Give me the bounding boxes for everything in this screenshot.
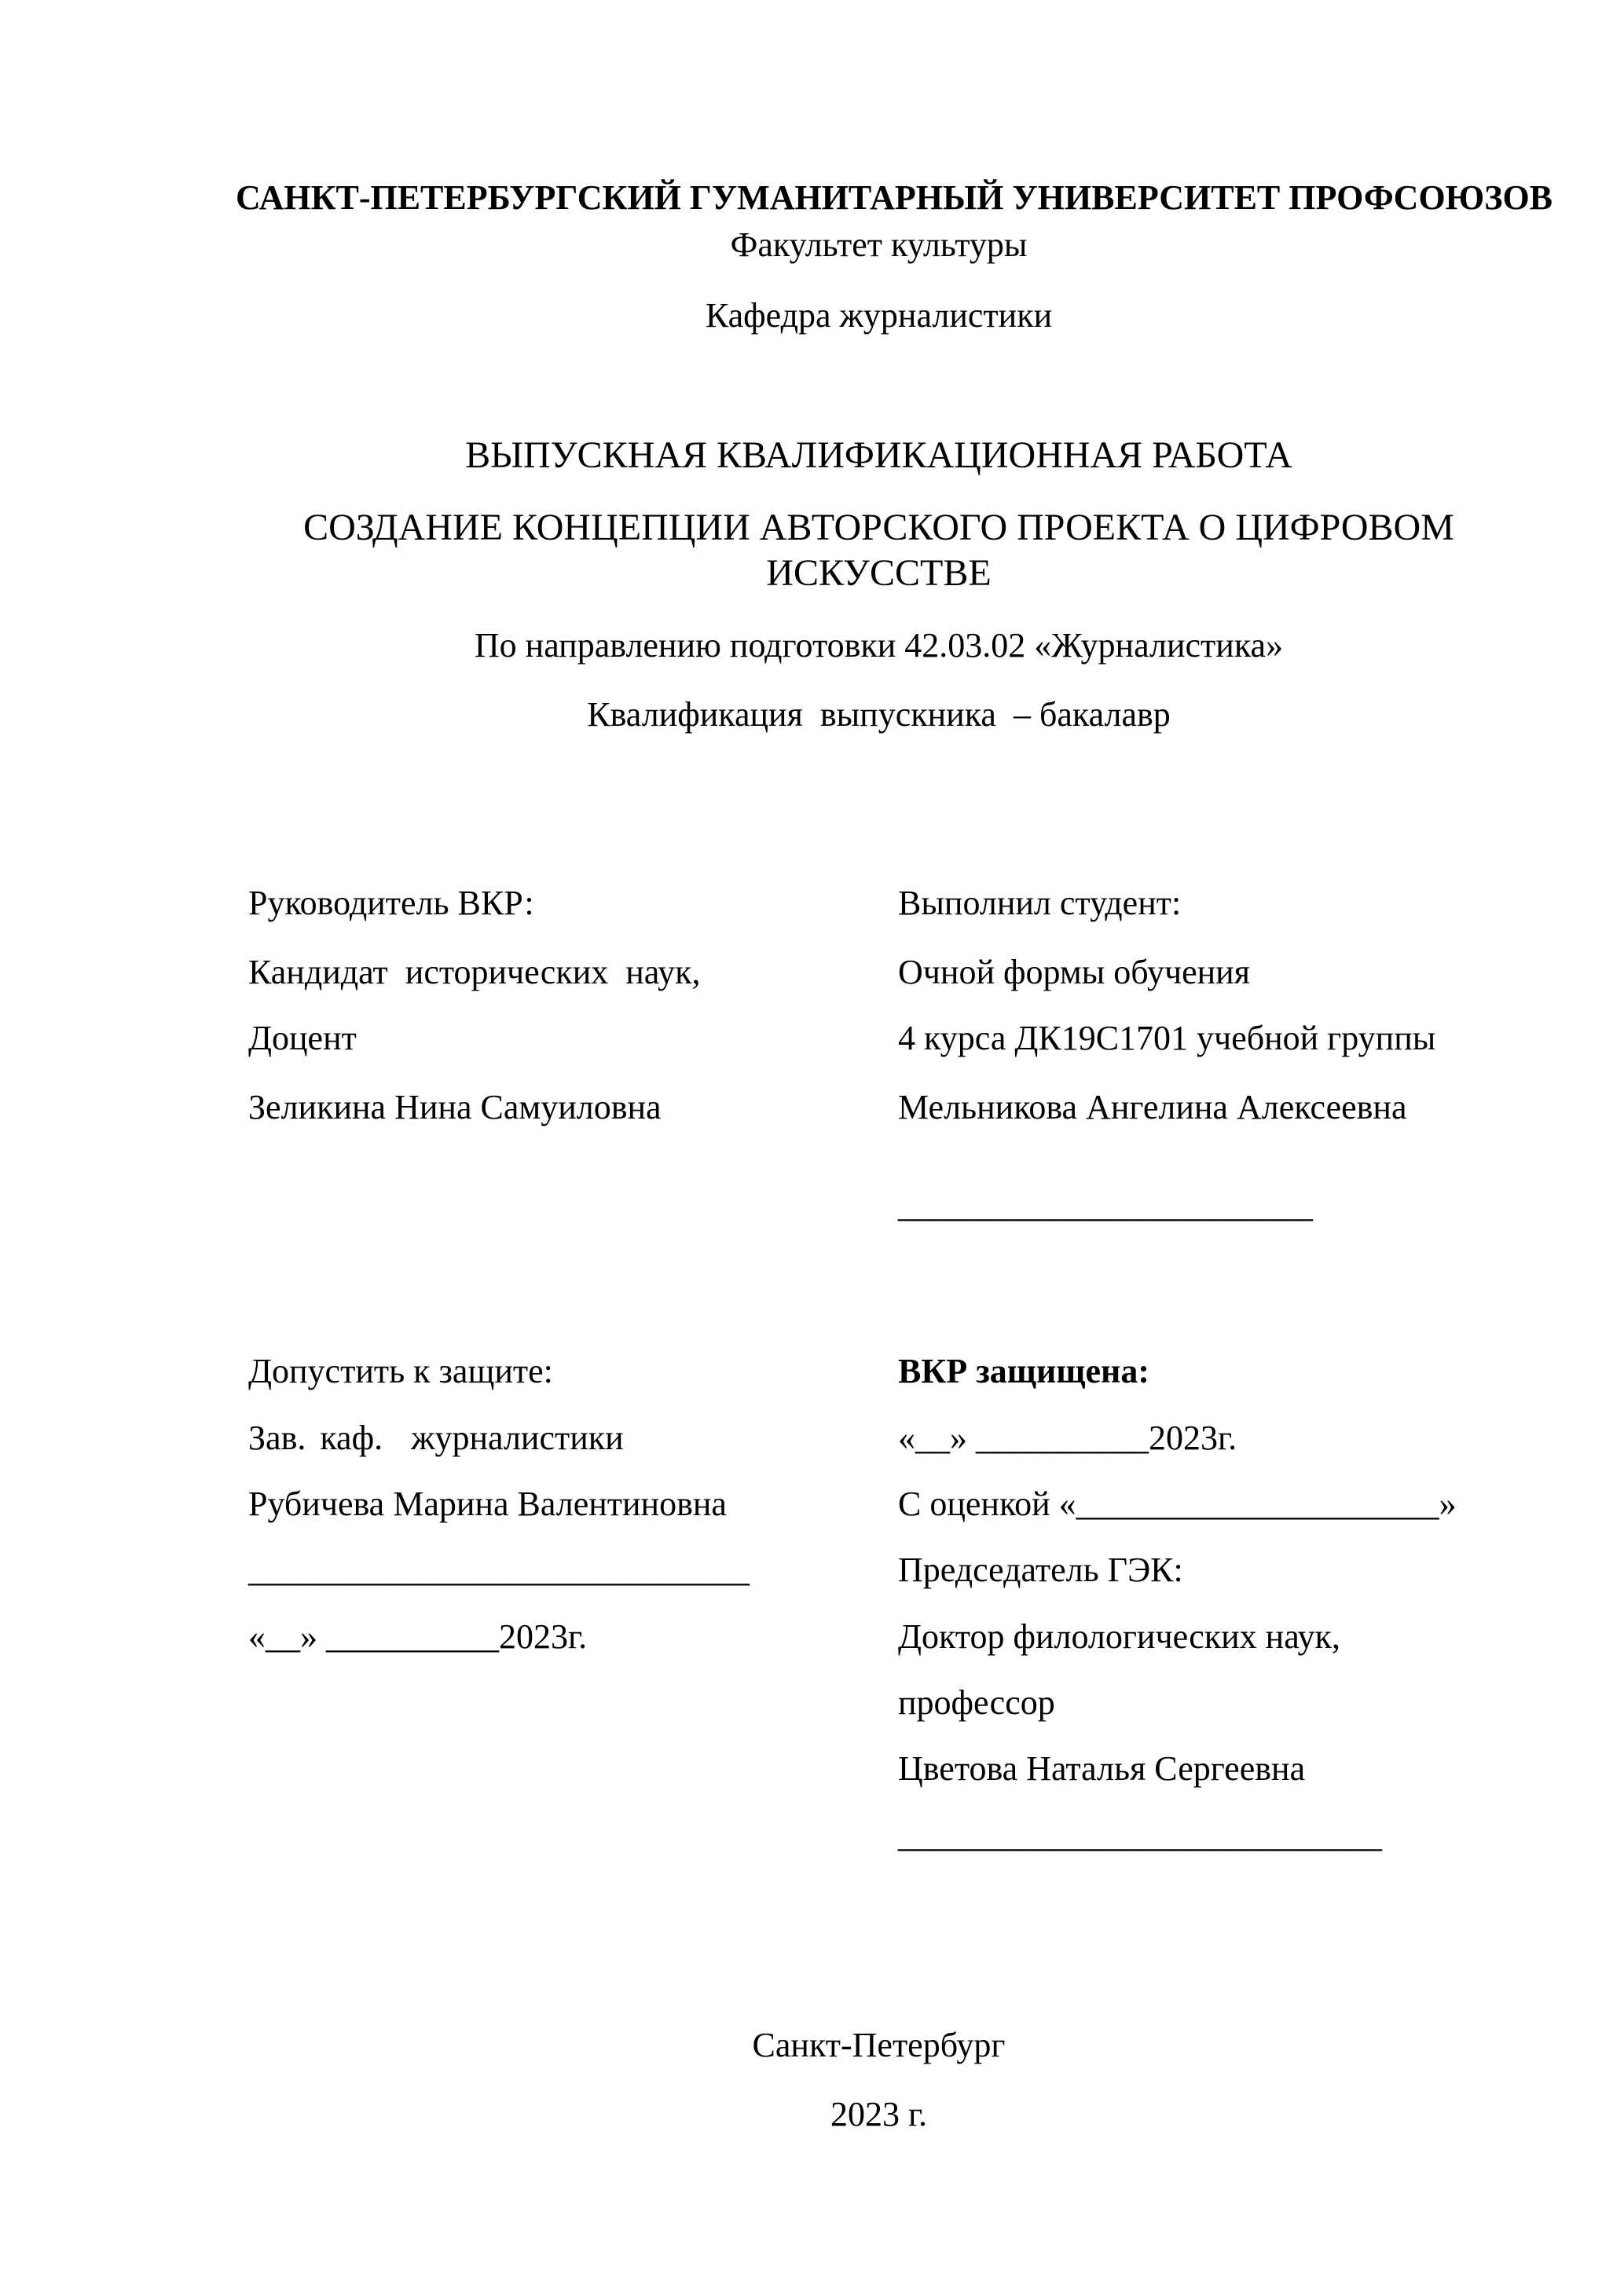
admission-date-line: «__» __________2023г. — [248, 1617, 588, 1656]
chairman-name: Цветова Наталья Сергеевна — [898, 1749, 1306, 1788]
qualification-line: Квалификация выпускника – бакалавр — [587, 695, 1171, 734]
student-study-form: Очной формы обучения — [898, 953, 1250, 991]
thesis-title-line2: ИСКУССТВЕ — [766, 552, 992, 594]
supervisor-position: Доцент — [248, 1019, 357, 1057]
student-signature-line: ________________________ — [898, 1186, 1313, 1225]
chairman-position: профессор — [898, 1683, 1055, 1722]
defense-signature-line: ____________________________ — [898, 1816, 1382, 1855]
supervisor-degree: Кандидат исторических наук, — [248, 953, 701, 991]
admission-signature-line: _____________________________ — [248, 1551, 750, 1589]
student-name: Мельникова Ангелина Алексеевна — [898, 1088, 1407, 1126]
program-direction: По направлению подготовки 42.03.02 «Журналистика» — [474, 626, 1284, 665]
defense-grade-line: С оценкой «_____________________» — [898, 1485, 1457, 1523]
student-group: 4 курса ДК19С1701 учебной группы — [898, 1019, 1436, 1057]
footer-city: Санкт-Петербург — [752, 2026, 1006, 2064]
work-type-heading: ВЫПУСКНАЯ КВАЛИФИКАЦИОННАЯ РАБОТА — [465, 434, 1292, 476]
footer-year: 2023 г. — [830, 2095, 928, 2133]
faculty-name: Факультет культуры — [730, 225, 1028, 264]
department-name: Кафедра журналистики — [705, 296, 1053, 335]
defense-label: ВКР защищена: — [898, 1352, 1149, 1390]
chairman-degree: Доктор филологических наук, — [898, 1617, 1340, 1656]
chairman-label: Председатель ГЭК: — [898, 1551, 1183, 1589]
supervisor-name: Зеликина Нина Самуиловна — [248, 1088, 662, 1126]
admission-name: Рубичева Марина Валентиновна — [248, 1485, 727, 1523]
student-label: Выполнил студент: — [898, 884, 1182, 922]
thesis-title-line1: СОЗДАНИЕ КОНЦЕПЦИИ АВТОРСКОГО ПРОЕКТА О ЦИФРОВОМ — [303, 507, 1454, 548]
admission-label: Допустить к защите: — [248, 1352, 553, 1390]
defense-date-line: «__» __________2023г. — [898, 1419, 1237, 1457]
university-name: САНКТ-ПЕТЕРБУРГСКИЙ ГУМАНИТАРНЫЙ УНИВЕРСИТЕТ ПРОФСОЮЗОВ — [236, 178, 1553, 217]
admission-position: Зав. каф. журналистики — [248, 1419, 624, 1457]
supervisor-label: Руководитель ВКР: — [248, 884, 534, 922]
